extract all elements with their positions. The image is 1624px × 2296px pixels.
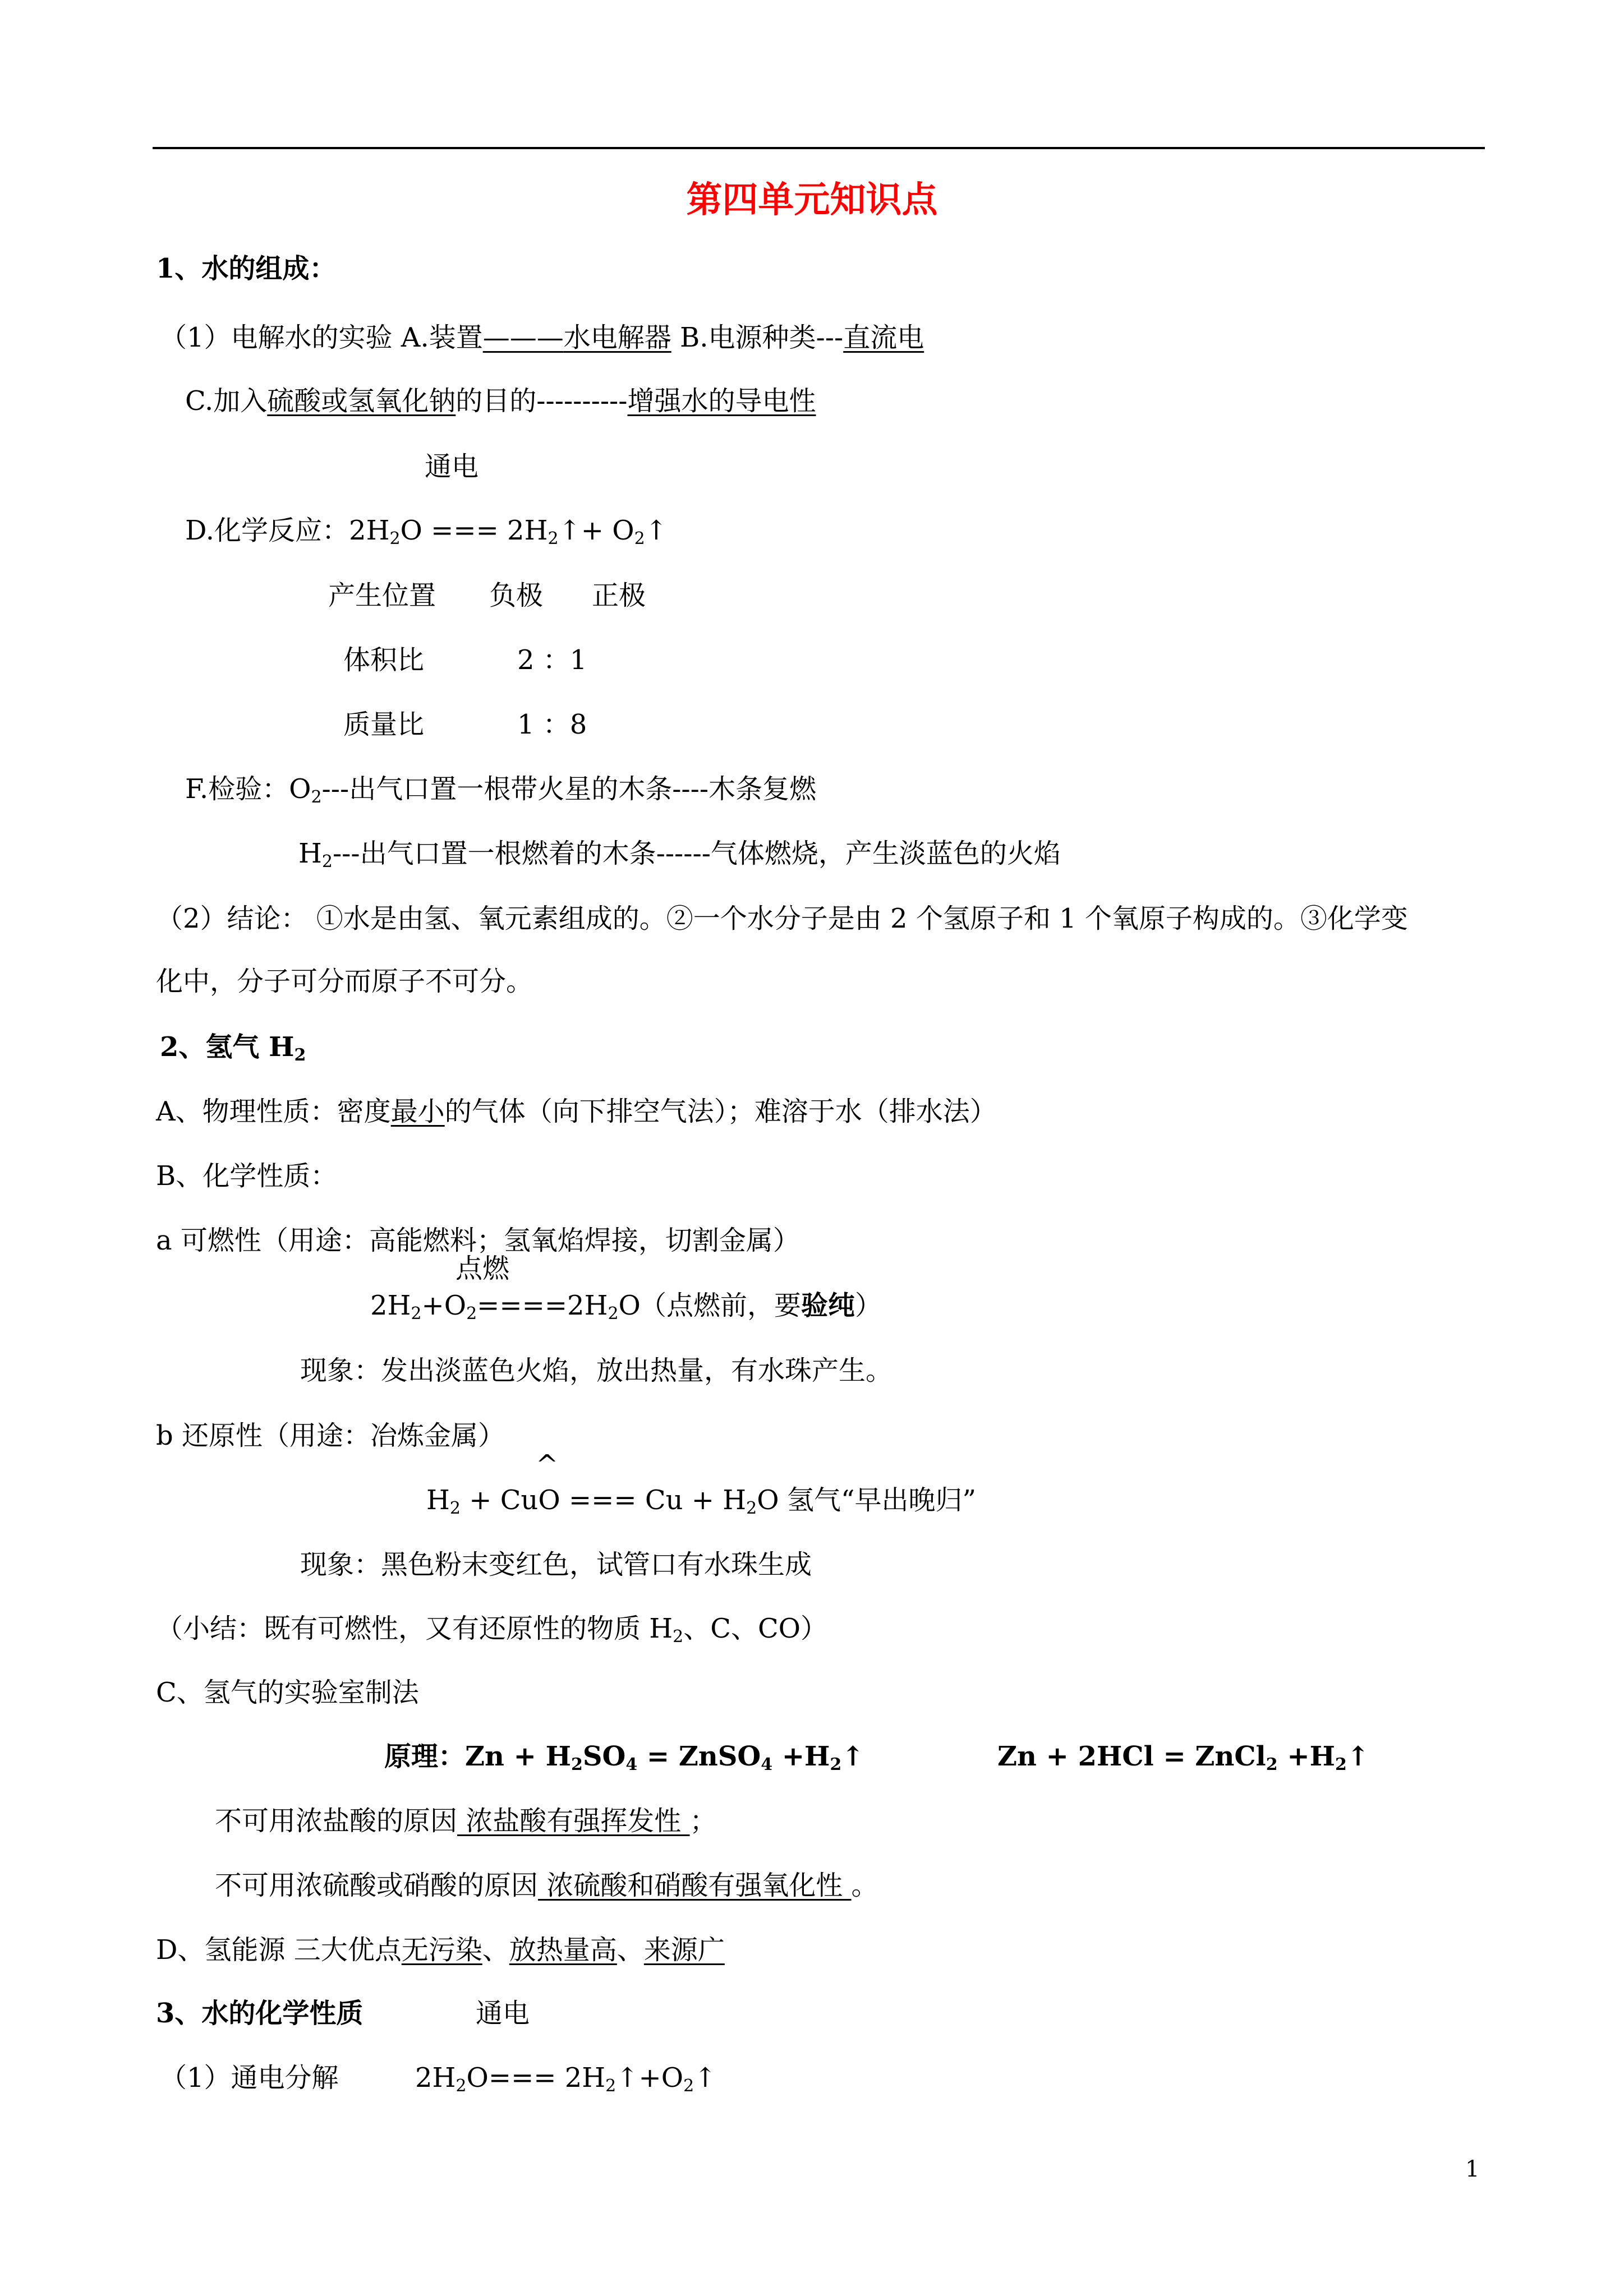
oxygen-test-line: F.检验：$O_2---$出气口置一根带火星的木条----木条复燃 [185, 773, 817, 807]
electrolysis-line: （1）通电分解 [160, 2062, 339, 2094]
physical-property-line: A、物理性质：密度最小的气体（向下排空气法）；难溶于水（排水法） [156, 1096, 997, 1127]
position-negative: 负极 [489, 580, 544, 611]
mass-ratio-label: 质量比 [343, 709, 425, 740]
section-3-heading: 3、水的化学性质 [156, 1998, 364, 2029]
section-1-heading: 1、水的组成： [156, 253, 337, 284]
reaction-equation: D.化学反应：$2H_2O$ === $2H_2↑+$ $O_2↑$ [185, 515, 668, 548]
lab-preparation-line: C、氢气的实验室制法 [156, 1677, 419, 1708]
position-label: 产生位置 [328, 580, 436, 611]
experiment-line: （1）电解水的实验 A.装置———水电解器 B.电源种类---直流电 [160, 322, 924, 353]
reduction-note: 氢气“早出晚归” [787, 1484, 977, 1516]
additive-line: C.加入硫酸或氢氧化钠的目的----------增强水的导电性 [185, 385, 816, 417]
condition-label: 通电 [425, 451, 479, 482]
conclusion-line-2: 化中，分子可分而原子不可分。 [156, 966, 533, 997]
position-positive: 正极 [592, 580, 646, 611]
summary-line: （小结：既有可燃性，又有还原性的物质 $H_2$、C、CO） [156, 1613, 828, 1647]
combustion-equation: $2H_2+O_2====2H_2O$ [370, 1290, 641, 1324]
hcl-reason-line: 不可用浓盐酸的原因 浓盐酸有强挥发性 ； [215, 1805, 717, 1837]
reducibility-line: b 还原性（用途：冶炼金属） [156, 1420, 505, 1451]
header-rule [153, 147, 1485, 149]
acid-reason-line: 不可用浓硫酸或硝酸的原因 浓硫酸和硝酸有强氧化性 。 [215, 1870, 878, 1901]
combustion-phenomenon: 现象：发出淡蓝色火焰，放出热量，有水珠产生。 [300, 1355, 893, 1386]
volume-ratio-label: 体积比 [343, 644, 425, 676]
flammability-line: a 可燃性（用途：高能燃料；氢氧焰焊接，切割金属） [156, 1225, 800, 1256]
chemical-property-line: B、化学性质： [156, 1160, 338, 1192]
reduction-phenomenon: 现象：黑色粉末变红色，试管口有水珠生成 [300, 1549, 812, 1580]
principle-equation-1: 原理：$Zn + H_2SO_4$ = ZnSO$_4$ $+H_2↑$ [384, 1741, 864, 1774]
volume-ratio-value: 2 ：1 [517, 644, 587, 676]
electrolysis-equation: $2H_2O===$ $2H_2↑+O_2↑$ [415, 2062, 717, 2096]
heating-symbol: ^ [536, 1449, 559, 1481]
principle-equation-2: Zn + 2HCl = ZnCl$_2$ $+H_2↑$ [997, 1741, 1370, 1774]
combustion-note: （点燃前，要验纯） [640, 1290, 882, 1321]
mass-ratio-value: 1 ：8 [517, 709, 587, 740]
section-2-heading: 2、氢气 $H_2$ [160, 1031, 306, 1065]
hydrogen-test-line: $H_2---$出气口置一根燃着的木条------气体燃烧，产生淡蓝色的火焰 [298, 838, 1061, 872]
ignite-condition-label: 点燃 [456, 1253, 510, 1284]
conclusion-line-1: （2）结论： ①水是由氢、氧元素组成的。②一个水分子是由 2 个氢原子和 1 个氧原子构成的。③化学变 [156, 903, 1408, 934]
reduction-equation: $H_2$ + CuO === $Cu + H_2O$ [426, 1484, 779, 1518]
page-title: 第四单元知识点 [686, 179, 938, 221]
hydrogen-energy-line: D、氢能源 三大优点无污染、放热量高、来源广 [156, 1934, 725, 1966]
section-3-condition-label: 通电 [476, 1998, 530, 2029]
page-number: 1 [1465, 2156, 1480, 2182]
